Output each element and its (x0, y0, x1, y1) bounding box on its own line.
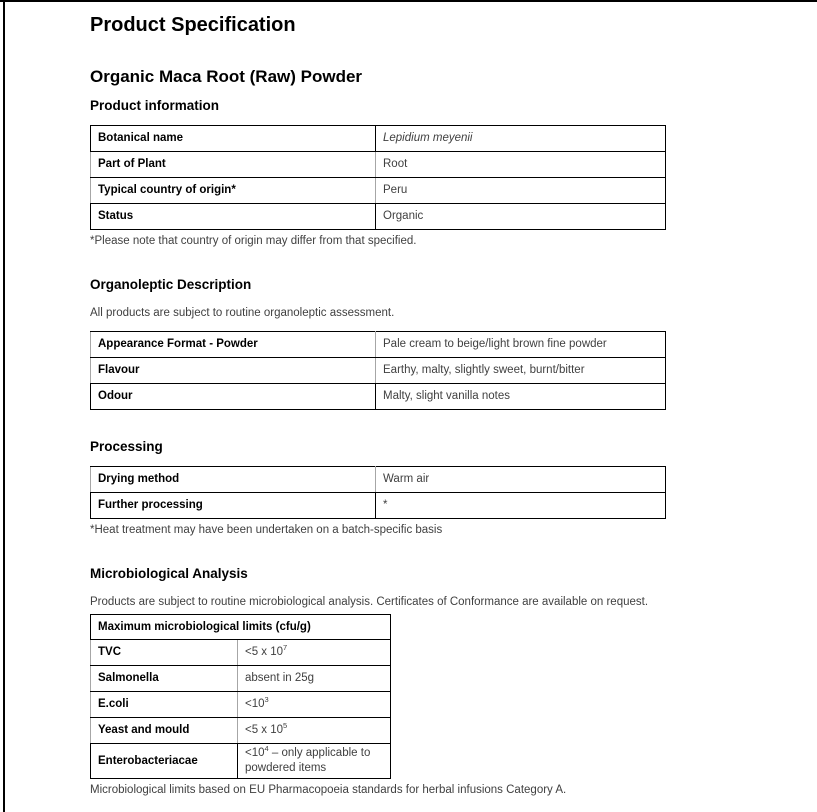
row-label: Status (91, 204, 376, 230)
row-value: Pale cream to beige/light brown fine powder (376, 332, 666, 358)
product-heading: Organic Maca Root (Raw) Powder (90, 67, 363, 86)
section-microbiological-analysis (90, 565, 675, 797)
table-row (91, 126, 666, 152)
table-row (91, 204, 666, 230)
section-heading-microbiological: Microbiological Analysis (90, 566, 248, 581)
row-value: Lepidium meyenii (376, 126, 666, 152)
microbiological-intro-text: Products are subject to routine microbiological analysis. Certificates of Conformance are available on request. (90, 596, 649, 608)
page-title: Product Specification (90, 14, 296, 36)
row-value: $<10^3$ (238, 692, 391, 718)
row-label: Part of Plant (91, 152, 376, 178)
table-row (91, 493, 666, 519)
row-label: Appearance Format - Powder (91, 332, 376, 358)
row-label: Salmonella (91, 666, 238, 692)
organoleptic-intro-text: All products are subject to routine organoleptic assessment. (90, 307, 395, 319)
table-row (91, 384, 666, 410)
table-row (91, 692, 391, 718)
page-border-left (3, 0, 5, 812)
microbiological-limits-table (90, 614, 391, 779)
row-value: $<10^4$ – only applicable to powdered items (238, 744, 391, 779)
table-row (91, 640, 391, 666)
organoleptic-table (90, 331, 666, 410)
section-heading-organoleptic: Organoleptic Description (90, 277, 252, 292)
row-value: Malty, slight vanilla notes (376, 384, 666, 410)
section-heading-processing: Processing (90, 439, 163, 454)
row-label: Enterobacteriacae (91, 744, 238, 779)
document-page (90, 0, 675, 797)
table-header-row (91, 615, 391, 640)
section-heading-product-information: Product information (90, 98, 219, 113)
row-value: Earthy, malty, slightly sweet, burnt/bitter (376, 358, 666, 384)
footnote-heat-treatment: *Heat treatment may have been undertaken on a batch-specific basis (90, 524, 443, 536)
row-value: absent in 25g (238, 666, 391, 692)
table-row (91, 358, 666, 384)
row-value: Organic (376, 204, 666, 230)
table-row (91, 666, 391, 692)
row-value: Warm air (376, 467, 666, 493)
row-label: Botanical name (91, 126, 376, 152)
row-label: Yeast and mould (91, 718, 238, 744)
row-label: Odour (91, 384, 376, 410)
row-label: TVC (91, 640, 238, 666)
row-value: Root (376, 152, 666, 178)
microbiological-limits-header: Maximum microbiological limits (cfu/g) (91, 615, 391, 640)
table-row (91, 332, 666, 358)
row-value: <5 x $10^7$ (238, 640, 391, 666)
table-row (91, 718, 391, 744)
row-label: Drying method (91, 467, 376, 493)
row-label: Typical country of origin* (91, 178, 376, 204)
row-value: * (376, 493, 666, 519)
section-organoleptic-description (90, 276, 675, 410)
section-product-information (90, 97, 675, 248)
footnote-country-of-origin: *Please note that country of origin may differ from that specified. (90, 235, 417, 247)
row-label: Flavour (91, 358, 376, 384)
row-value: <5 x $10^5$ (238, 718, 391, 744)
section-processing (90, 438, 675, 537)
table-row (91, 744, 391, 779)
table-row (91, 152, 666, 178)
table-row (91, 178, 666, 204)
footnote-eu-pharmacopoeia: Microbiological limits based on EU Pharmacopoeia standards for herbal infusions Category A. (90, 784, 567, 796)
processing-table (90, 466, 666, 519)
product-information-table (90, 125, 666, 230)
row-label: Further processing (91, 493, 376, 519)
row-label: E.coli (91, 692, 238, 718)
row-value: Peru (376, 178, 666, 204)
table-row (91, 467, 666, 493)
